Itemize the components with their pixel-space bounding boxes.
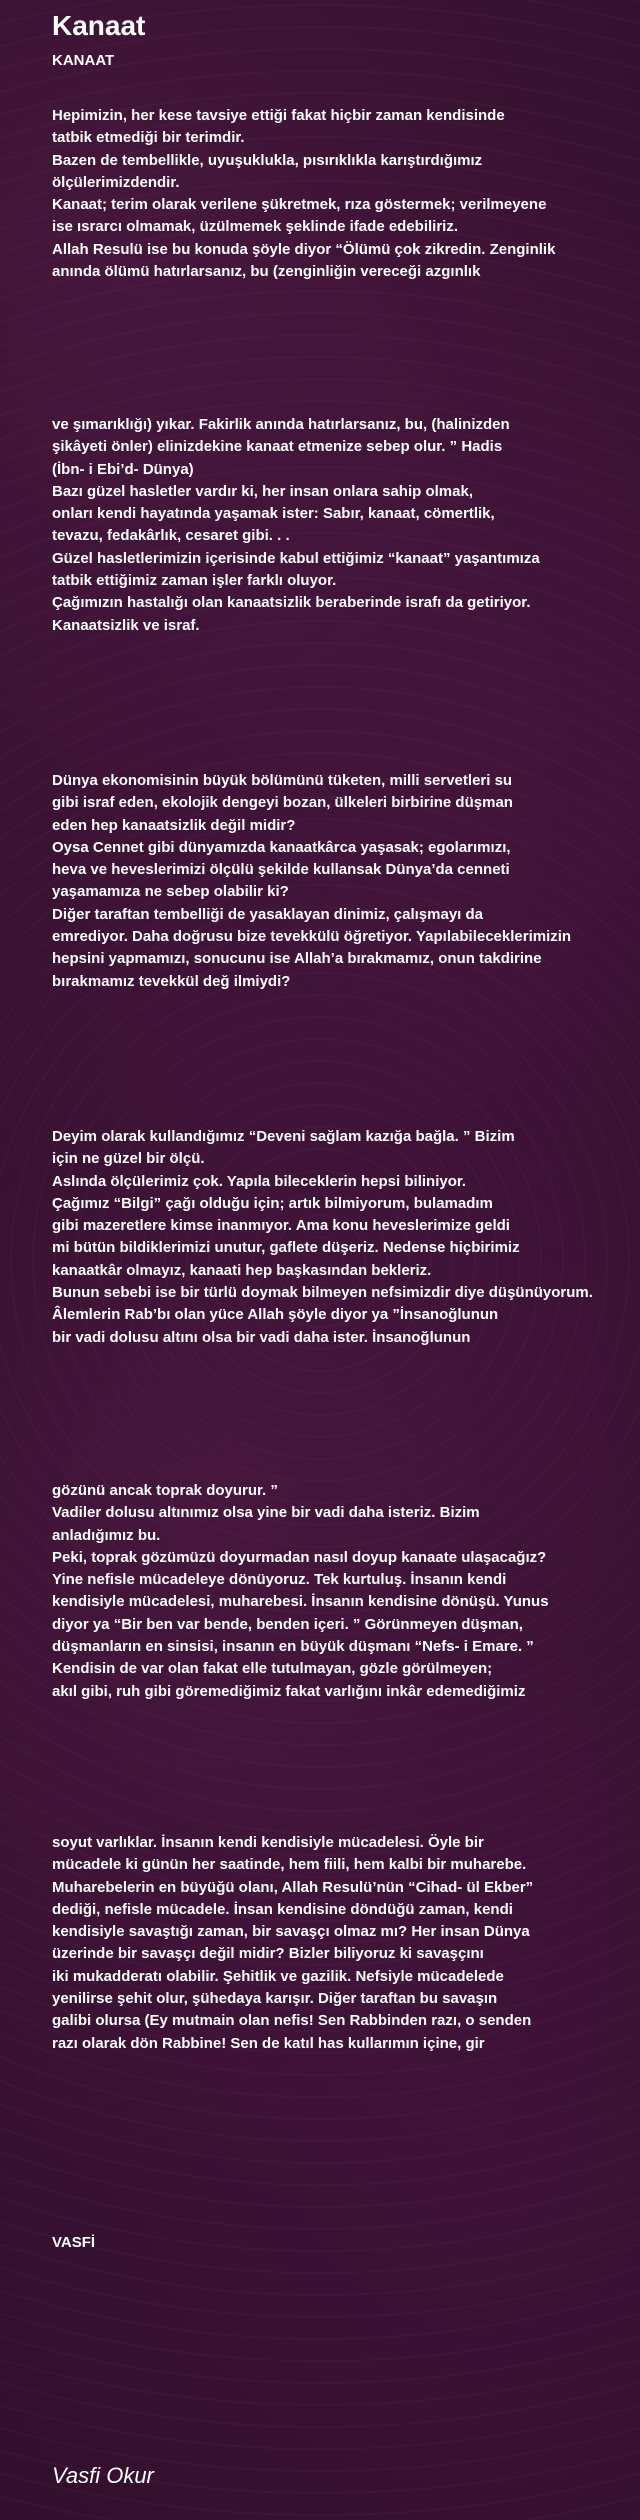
poem-stanza-2: ve şımarıklığı) yıkar. Fakirlik anında hatırlarsanız, bu, (halinizden şikâyeti önler) elinizdekine kanaat etmenize sebep olur. ” Hadis (İbn- i Ebi’d- Dünya) Bazı güzel hasletler vardır ki, her insan onlara sahip olmak, onları kendi hayatında yaşamak ister: Sabır, kanaat, cömertlik, tevazu, fedakârlık, cesaret gibi. . . Güzel hasletlerimizin içerisinde kabul ettiğimiz “kanaat” yaşantımıza tatbik ettiğimiz zaman işler farklı oluyor. Çağımızın hastalığı olan kanaatsizlik beraberinde israfı da getiriyor. Kanaatsizlik ve israf. [52,416,540,634]
author-name: Vasfi Okur [52,2463,154,2488]
poem-stanza-4: Deyim olarak kullandığımız “Deveni sağlam kazığa bağla. ” Bizim için ne güzel bir ölçü. Aslında ölçülerimiz çok. Yapıla bileceklerin hepsi biliniyor. Çağımız “Bilgi” çağı olduğu için; artık bilmiyorum, bulamadım gibi mazeretlere kimse inanmıyor. Ama konu heveslerimize geldi mi bütün bildiklerimizi unutur, gaflete düşeriz. Nedense hiçbirimiz kanaatkâr olmayız, kanaati hep başkasından bekleriz. Bunun sebebi ise bir türlü doymak bilmeyen nefsimizdir diye düşünüyorum. Âlemlerin Rab’bı olan yüce Allah şöyle diyor ya ”İnsanoğlunun bir vadi dolusu altını olsa bir vadi daha ister. İnsanoğlunun [52,1128,593,1346]
poem-signature: VASFİ [52,2234,96,2251]
poem-heading: KANAAT [52,52,115,69]
poem-title: Kanaat [52,10,146,41]
poem-stanza-1: Hepimizin, her kese tavsiye ettiği fakat hiçbir zaman kendisinde tatbik etmediği bir terimdir. Bazen de tembellikle, uyuşuklukla, pısırıklıkla karıştırdığımız ölçülerimizdendir. Kanaat; terim olarak verilene şükretmek, rıza göstermek; verilmeyene ise ısrarcı olmamak, üzülmemek şeklinde ifade edebiliriz. Allah Resulü ise bu konuda şöyle diyor “Ölümü çok zikredin. Zenginlik anında ölümü hatırlarsanız, bu (zenginliğin vereceği azgınlık [52,107,556,281]
poem-stanza-3: Dünya ekonomisinin büyük bölümünü tüketen, milli servetleri su gibi israf eden, ekolojik dengeyi bozan, ülkeleri birbirine düşman eden hep kanaatsizlik değil midir? Oysa Cennet gibi dünyamızda kanaatkârca yaşasak; egolarımızı, heva ve heveslerimizi ölçülü şekilde kullansak Dünya’da cenneti yaşamamıza ne sebep olabilir ki? Diğer taraftan tembelliği de yasaklayan dinimiz, çalışmayı da emrediyor. Daha doğrusu bize tevekkülü öğretiyor. Yapılabileceklerimizin hepsini yapmamızı, sonucunu ise Allah’a bırakmamız, onun takdirine bırakmamız tevekkül değ ilmiydi? [52,772,572,990]
poem-stanza-5: gözünü ancak toprak doyurur. ” Vadiler dolusu altınımız olsa yine bir vadi daha isteriz. Bizim anladığımız bu. Peki, toprak gözümüzü doyurmadan nasıl doyup kanaate ulaşacağız? Yine nefisle mücadeleye dönüyoruz. Tek kurtuluş. İnsanın kendi kendisiyle mücadelesi, muharebesi. İnsanın kendisine dönüşü. Yunus diyor ya “Bir ben var bende, benden içeri. ” Görünmeyen düşman, düşmanların en sinsisi, insanın en büyük düşmanı “Nefs- i Emare. ” Kendisin de var olan fakat elle tutulmayan, gözle görülmeyen; akıl gibi, ruh gibi göremediğimiz fakat varlığını inkâr edemediğimiz [52,1482,549,1700]
poem-stanza-6: soyut varlıklar. İnsanın kendi kendisiyle mücadelesi. Öyle bir mücadele ki günün her saatinde, hem fiili, hem kalbi bir muharebe. Muharebelerin en büyüğü olanı, Allah Resulü’nün “Cihad- ül Ekber” dediği, nefisle mücadele. İnsan kendisine döndüğü zaman, kendi kendisiyle savaştığı zaman, bir savaşçı olmaz mı? Her insan Dünya üzerinde bir savaşçı değil midir? Bizler biliyoruz ki savaşçını iki mukadderatı olabilir. Şehitlik ve gazilik. Nefsiyle mücadelede yenilirse şehit olur, şühedaya karışır. Diğer taraftan bu savaşın galibi olursa (Ey mutmain olan nefis! Sen Rabbinden razı, o senden razı olarak dön Rabbine! Sen de katıl has kullarımın içine, gir [52,1834,534,2052]
